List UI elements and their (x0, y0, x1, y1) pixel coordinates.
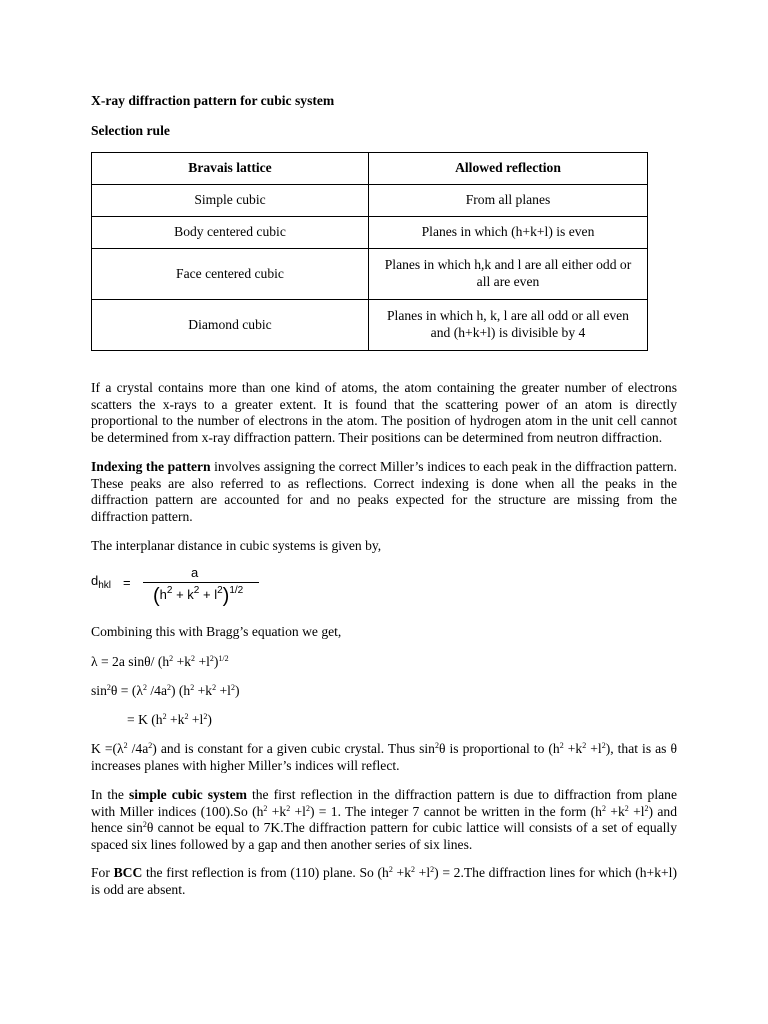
paragraph-interplanar-intro: The interplanar distance in cubic systems is given by, (91, 538, 382, 553)
formula-numerator: a (191, 565, 199, 580)
paragraph-k-constant: $K =(\lambda^2$ $/4a^2$) and is constant for a given cubic crystal. Thus $\sin^2\theta$ is proportional to $(h^2 +k^2 +l^2)$, that is as θ increases planes with higher Miller’s indices will reflect. (91, 741, 677, 773)
table-cell: Diamond cubic (92, 300, 369, 351)
bold-term: Indexing the pattern (91, 459, 211, 474)
table-cell: Face centered cubic (92, 249, 369, 300)
table-cell: From all planes (369, 185, 648, 217)
selection-rule-heading: Selection rule (91, 123, 170, 138)
table-header-cell: Allowed reflection (369, 153, 648, 185)
formula-equals: = (123, 575, 131, 590)
paragraph-scattering-power: If a crystal contains more than one kind of atoms, the atom containing the greater number of electrons scatters the x-rays to a greater extent. It is found that the scattering power of an atom is directly proportional to the number of electrons in the atom. The position of hydrogen atom in the unit cell cannot be determined from x-ray diffraction pattern. Their positions can be determined from neutron diffraction. (91, 380, 677, 445)
paragraph-text: involves assigning the correct Miller’s indices to each peak in the diffraction pattern. These peaks are also referred to as reflections. Correct indexing is done when all the peaks in the diffraction pattern are accounted for and no peaks expected for the structure are missing from the diffraction pattern. (91, 459, 677, 524)
table-header-row (92, 153, 648, 185)
table-cell: Simple cubic (92, 185, 369, 217)
equation-sin-squared: $\sin^2\theta = (\lambda^2$ $/4a^2$) $(h^2 +k^2 +l^2)$ (91, 683, 240, 698)
table-row (92, 185, 648, 217)
equation-lambda: λ = 2a sinθ/ $(h^2 +k^2 +l^2)^{1/2}$ (91, 654, 229, 669)
equation-k-form: = K $(h^2 +k^2 +l^2)$ (127, 712, 212, 727)
table-cell: Planes in which (h+k+l) is even (369, 217, 648, 249)
paragraph-bragg-intro: Combining this with Bragg’s equation we get, (91, 624, 342, 639)
fraction-bar (143, 582, 259, 583)
table-row (92, 300, 648, 351)
paragraph-simple-cubic: In the simple cubic system the first reflection in the diffraction pattern is due to diffraction from plane with Miller indices (100).So $(h^2 +k^2 +l^2) = 1$. The integer 7 cannot be written in the form $(h^2 +k^2 +l^2)$ and hence $\sin^2\theta$ cannot be equal to 7K.The diffraction pattern for cubic lattice will consists of a set of equally spaced six lines followed by a gap and then another series of six lines. (91, 787, 678, 852)
paragraph-indexing (91, 459, 677, 525)
selection-rule-table (91, 152, 648, 351)
interplanar-distance-formula (91, 565, 291, 615)
page-title: X-ray diffraction pattern for cubic system (91, 93, 335, 108)
formula-denominator: $(h^2 + k^2 + l^2)^{1/2}$ (153, 585, 244, 607)
formula-lhs: $d_{hkl}$ (91, 573, 112, 591)
table-cell: Planes in which h, k, l are all odd or all even and (h+k+l) is divisible by 4 (369, 300, 648, 351)
paragraph-bcc: For BCC the first reflection is from (110) plane. So $(h^2 +k^2 +l^2) = 2.The$ diffraction lines for which (h+k+l) is odd are absent. (91, 865, 677, 897)
table-cell: Planes in which h,k and l are all either odd or all are even (369, 249, 648, 300)
table-header-cell: Bravais lattice (92, 153, 369, 185)
table-row (92, 249, 648, 300)
table-row (92, 217, 648, 249)
bold-term: BCC (113, 865, 143, 880)
table-cell: Body centered cubic (92, 217, 369, 249)
bold-term: simple cubic system (128, 787, 247, 802)
